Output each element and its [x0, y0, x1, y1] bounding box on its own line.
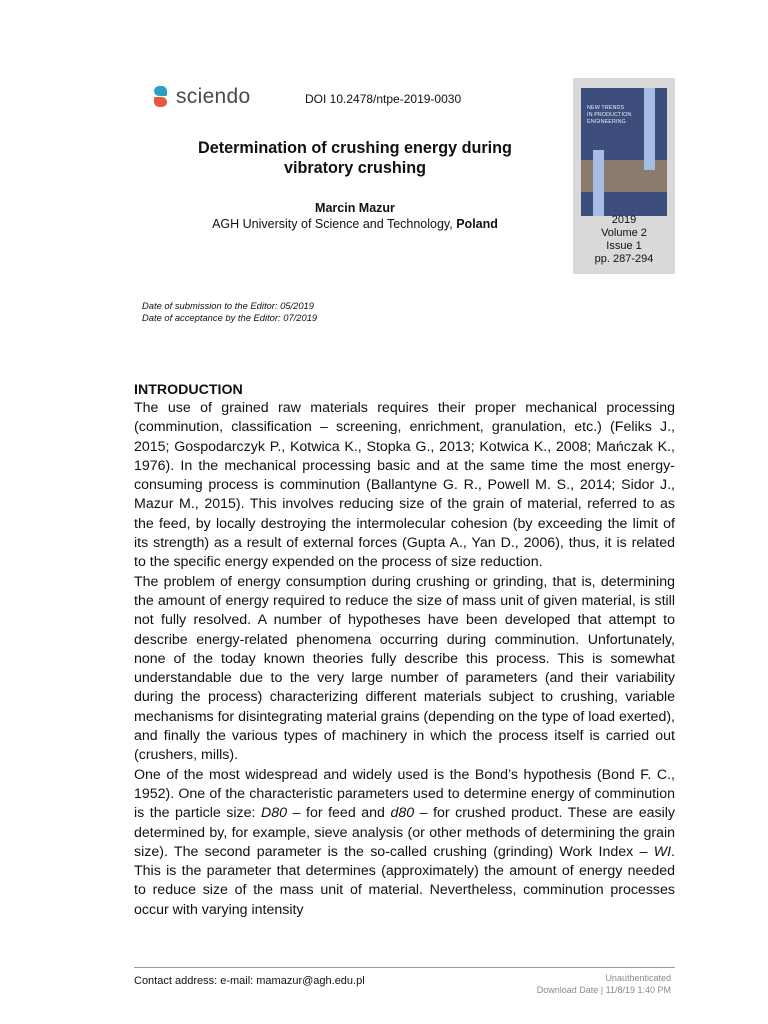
sciendo-logo	[152, 85, 250, 109]
affiliation-country: Poland	[456, 217, 498, 231]
editorial-dates	[142, 300, 317, 324]
author-name: Marcin Mazur	[315, 201, 395, 215]
footer-divider	[134, 967, 675, 968]
article-title	[150, 138, 560, 178]
journal-issue: Issue 1	[606, 240, 642, 252]
affiliation-institution: AGH University of Science and Technology,	[212, 217, 453, 231]
paragraph-1: The use of grained raw materials requires their proper mechanical processing (comminution, classification – screening, enrichment, granulation, etc.) (Feliks J., 2015; Gospodarczyk P., Kotwica K., Stopka G., 2013; Kotwica K., 2008; Mańczak K., 1976). In the mechanical processing basic and at the same time the most energy-consuming process is comminution (Ballantyne G. R., Powell M. S., 2014; Sidor J., Mazur M., 2015). This involves reducing size of the grain of material, referred to as the feed, by locally destroying the intermolecular cohesion (by exceeding the limit of its strength) as a result of external forces (Gupta A., Yan D., 2006), thus, it is related to the specific energy expended on the process of size reduction.	[134, 400, 675, 571]
acceptance-date: Date of acceptance by the Editor: 07/2019	[142, 312, 318, 323]
download-stamp	[480, 972, 671, 996]
journal-cover-image	[581, 88, 667, 216]
section-heading: INTRODUCTION	[134, 382, 243, 398]
submission-date: Date of submission to the Editor: 05/2019	[142, 300, 314, 311]
journal-cover-title: NEW TRENDS IN PRODUCTION ENGINEERING	[587, 105, 632, 125]
title-line-2: vibratory crushing	[283, 159, 427, 177]
doi-text: DOI 10.2478/ntpe-2019-0030	[305, 92, 462, 106]
unauthenticated-label: Unauthenticated	[605, 973, 671, 983]
title-line-1: Determination of crushing energy during	[198, 139, 512, 157]
journal-pages: pp. 287-294	[594, 253, 654, 265]
journal-volume: Volume 2	[601, 227, 647, 239]
paragraph-2: The problem of energy consumption during crushing or grinding, that is, determining the amount of energy required to reduce the size of mass unit of given material, is still not fully resolved. A number of hypotheses have been developed that attempt to describe energy-related phenomena occurring during comminution. Unfortunately, none of the today known theories fully describe this process. This is somewhat understandable due to the very large number of parameters (and their variability during the process) characterizing different materials subject to crushing, variable mechanisms for disintegrating material grains (depending on the type of load exerted), and finally the various types of machinery in which the process itself is carried out (crushers, mills).	[134, 573, 676, 764]
journal-year: 2019	[611, 214, 637, 226]
paragraph-3: One of the most widespread and widely used is the Bond’s hypothesis (Bond F. C., 1952). One of the characteristic parameters used to determine energy of comminution is the particle size: D80 – for feed and d80 – for crushed product. These are easily determined by, for example, sieve analysis (or other methods of determining the grain size). The second parameter is the so-called crushing (grinding) Work Index – WI. This is the parameter that determines (approximately) the amount of energy needed to reduce size of the mass unit of material. Nevertheless, comminution processes occur with varying intensity	[134, 766, 675, 918]
logo-text: sciendo	[176, 85, 251, 108]
contact-address: Contact address: e-mail: mamazur@agh.edu.pl	[134, 975, 365, 987]
journal-info-box	[573, 78, 675, 274]
body-text	[134, 399, 675, 920]
download-date: Download Date | 11/8/19 1:40 PM	[536, 985, 671, 995]
wi-symbol: WI	[653, 843, 672, 860]
d80-small-symbol: d80	[390, 805, 415, 822]
d80-symbol: D80	[261, 805, 288, 822]
sciendo-logo-icon	[152, 85, 170, 109]
affiliation	[150, 217, 560, 231]
journal-issue-info	[573, 214, 675, 266]
